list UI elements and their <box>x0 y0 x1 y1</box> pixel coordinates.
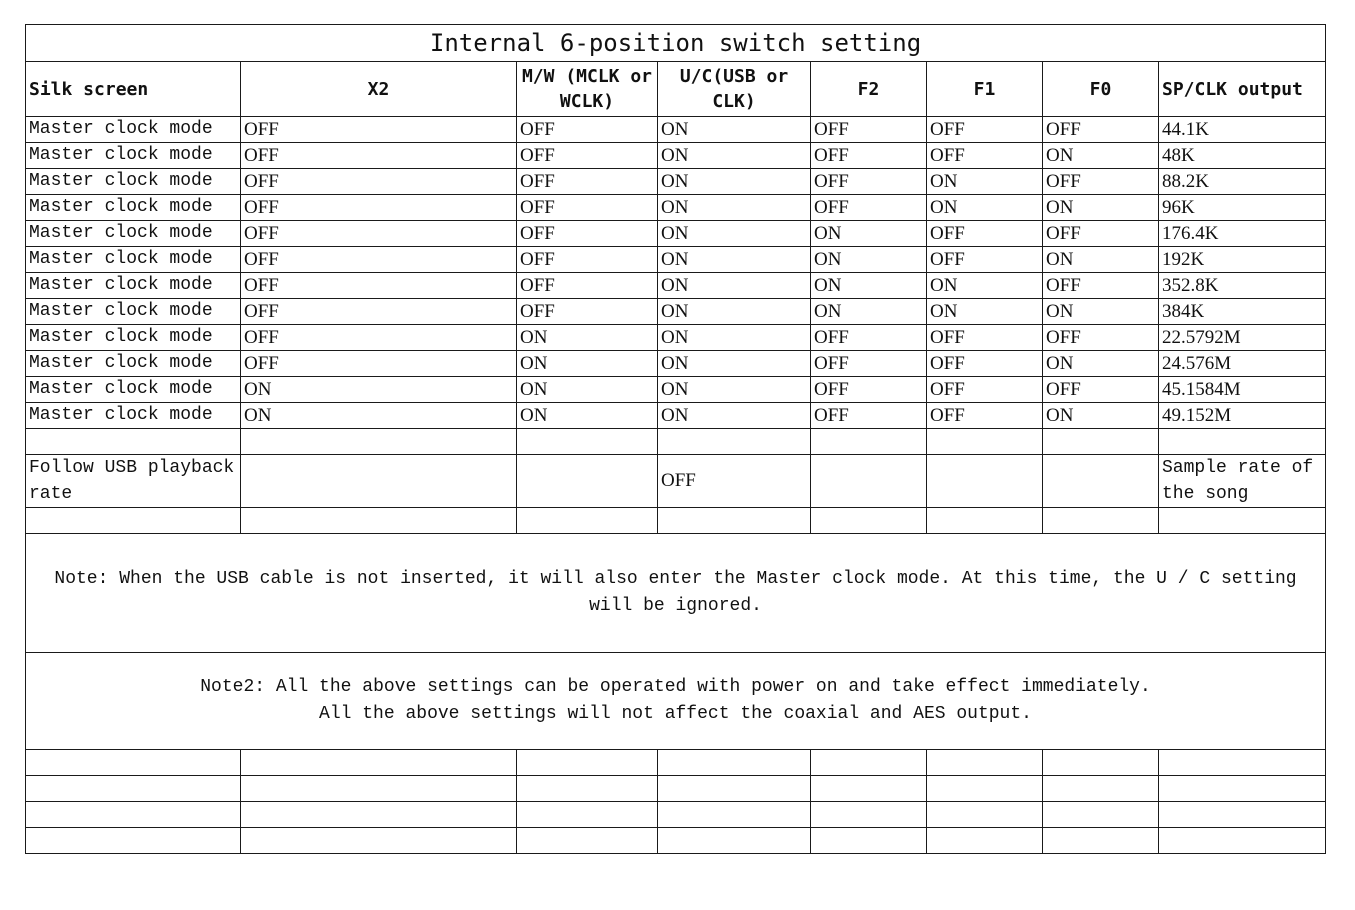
table-cell: OFF <box>241 195 517 221</box>
table-cell: OFF <box>1043 325 1159 351</box>
row-mode-cell: Master clock mode <box>26 403 241 429</box>
table-cell: 176.4K <box>1159 221 1326 247</box>
cell <box>658 828 811 854</box>
header-f2: F2 <box>811 62 927 117</box>
cell <box>1043 828 1159 854</box>
table-cell: 96K <box>1159 195 1326 221</box>
table-cell: OFF <box>517 221 658 247</box>
table-cell: ON <box>241 377 517 403</box>
header-uc: U/C(USB or CLK) <box>658 62 811 117</box>
cell <box>1159 828 1326 854</box>
table-cell: ON <box>1043 351 1159 377</box>
table-cell: OFF <box>1043 377 1159 403</box>
table-row <box>26 325 1326 351</box>
table-cell: ON <box>658 273 811 299</box>
note-row <box>26 534 1326 653</box>
cell <box>26 750 241 776</box>
cell <box>811 776 927 802</box>
cell <box>517 776 658 802</box>
table-cell: OFF <box>517 299 658 325</box>
cell <box>658 776 811 802</box>
follow-usb-uc-value: OFF <box>658 455 811 508</box>
table-cell: 24.576M <box>1159 351 1326 377</box>
table-cell: 352.8K <box>1159 273 1326 299</box>
switch-setting-table <box>25 24 1326 854</box>
table-row <box>26 273 1326 299</box>
table-cell: OFF <box>927 351 1043 377</box>
cell <box>517 750 658 776</box>
cell <box>241 429 517 455</box>
row-mode-cell: Master clock mode <box>26 221 241 247</box>
cell <box>1159 508 1326 534</box>
blank-row <box>26 429 1326 455</box>
table-cell: OFF <box>241 169 517 195</box>
table-cell: ON <box>658 195 811 221</box>
table-cell: 22.5792M <box>1159 325 1326 351</box>
table-cell: OFF <box>517 143 658 169</box>
blank-row <box>26 508 1326 534</box>
table-cell: OFF <box>811 377 927 403</box>
header-row <box>26 62 1326 117</box>
cell <box>517 508 658 534</box>
cell <box>927 828 1043 854</box>
row-mode-cell: Master clock mode <box>26 143 241 169</box>
follow-usb-row <box>26 455 1326 508</box>
table-cell: 49.152M <box>1159 403 1326 429</box>
cell <box>517 455 658 508</box>
table-cell: ON <box>811 247 927 273</box>
table-cell: OFF <box>811 195 927 221</box>
table-cell: 384K <box>1159 299 1326 325</box>
cell <box>1043 750 1159 776</box>
table-cell: ON <box>517 351 658 377</box>
table-cell: OFF <box>811 143 927 169</box>
cell <box>26 828 241 854</box>
header-f1: F1 <box>927 62 1043 117</box>
cell <box>1159 429 1326 455</box>
empty-row <box>26 828 1326 854</box>
row-mode-cell: Master clock mode <box>26 351 241 377</box>
table-cell: 44.1K <box>1159 117 1326 143</box>
cell <box>26 776 241 802</box>
table-cell: ON <box>927 195 1043 221</box>
table-cell: ON <box>927 169 1043 195</box>
table-cell: OFF <box>1043 169 1159 195</box>
table-cell: ON <box>658 117 811 143</box>
table-cell: ON <box>658 325 811 351</box>
cell <box>1043 802 1159 828</box>
table-row <box>26 169 1326 195</box>
table-cell: OFF <box>517 169 658 195</box>
table-cell: OFF <box>241 117 517 143</box>
table-row <box>26 403 1326 429</box>
note2-line1: Note2: All the above settings can be operated with power on and take effect immediately. <box>200 677 1151 697</box>
table-row <box>26 117 1326 143</box>
cell <box>811 750 927 776</box>
table-cell: OFF <box>927 247 1043 273</box>
table-cell: ON <box>811 273 927 299</box>
cell <box>241 828 517 854</box>
row-mode-cell: Master clock mode <box>26 247 241 273</box>
table-cell: OFF <box>927 221 1043 247</box>
table-cell: OFF <box>517 247 658 273</box>
cell <box>241 455 517 508</box>
header-silk-screen: Silk screen <box>26 62 241 117</box>
table-cell: ON <box>1043 247 1159 273</box>
table-cell: ON <box>241 403 517 429</box>
cell <box>658 508 811 534</box>
table-cell: ON <box>1043 143 1159 169</box>
cell <box>241 508 517 534</box>
table-row <box>26 221 1326 247</box>
follow-usb-output: Sample rate of the song <box>1159 455 1326 508</box>
table-cell: OFF <box>927 143 1043 169</box>
cell <box>658 750 811 776</box>
table-cell: ON <box>658 377 811 403</box>
header-f0: F0 <box>1043 62 1159 117</box>
table-cell: OFF <box>1043 117 1159 143</box>
table-cell: 192K <box>1159 247 1326 273</box>
table-cell: OFF <box>517 273 658 299</box>
header-output: SP/CLK output <box>1159 62 1326 117</box>
note2-row <box>26 653 1326 750</box>
follow-usb-label: Follow USB playback rate <box>26 455 241 508</box>
cell <box>811 455 927 508</box>
cell <box>811 429 927 455</box>
cell <box>927 750 1043 776</box>
cell <box>811 828 927 854</box>
table-cell: OFF <box>927 403 1043 429</box>
table-cell: ON <box>811 221 927 247</box>
table-cell: ON <box>927 299 1043 325</box>
table-cell: 45.1584M <box>1159 377 1326 403</box>
table-cell: ON <box>517 325 658 351</box>
table-cell: OFF <box>811 325 927 351</box>
table-cell: ON <box>517 403 658 429</box>
header-x2: X2 <box>241 62 517 117</box>
note-text: Note: When the USB cable is not inserted, it will also enter the Master clock mode. At this time, the U / C setting will be ignored. <box>26 534 1326 653</box>
table-cell: 48K <box>1159 143 1326 169</box>
table-cell: OFF <box>241 325 517 351</box>
cell <box>927 508 1043 534</box>
table-cell: ON <box>1043 299 1159 325</box>
table-cell: OFF <box>241 247 517 273</box>
cell <box>26 429 241 455</box>
cell <box>927 429 1043 455</box>
cell <box>811 508 927 534</box>
row-mode-cell: Master clock mode <box>26 299 241 325</box>
table-cell: OFF <box>241 299 517 325</box>
cell <box>927 802 1043 828</box>
cell <box>1043 429 1159 455</box>
table-cell: OFF <box>927 325 1043 351</box>
table-cell: OFF <box>811 169 927 195</box>
cell <box>1159 776 1326 802</box>
table-cell: OFF <box>927 377 1043 403</box>
table-row <box>26 377 1326 403</box>
cell <box>1159 802 1326 828</box>
table-cell: ON <box>1043 195 1159 221</box>
empty-row <box>26 802 1326 828</box>
cell <box>658 802 811 828</box>
table-cell: OFF <box>811 117 927 143</box>
cell <box>517 802 658 828</box>
table-cell: ON <box>517 377 658 403</box>
table-cell: ON <box>658 247 811 273</box>
cell <box>1043 508 1159 534</box>
cell <box>927 455 1043 508</box>
table-cell: ON <box>658 169 811 195</box>
table-cell: OFF <box>811 403 927 429</box>
table-cell: OFF <box>517 195 658 221</box>
empty-row <box>26 776 1326 802</box>
cell <box>1043 776 1159 802</box>
cell <box>927 776 1043 802</box>
table-row <box>26 247 1326 273</box>
cell <box>517 828 658 854</box>
table-cell: ON <box>927 273 1043 299</box>
table-cell: ON <box>811 299 927 325</box>
cell <box>1043 455 1159 508</box>
table-cell: OFF <box>1043 221 1159 247</box>
empty-row <box>26 750 1326 776</box>
row-mode-cell: Master clock mode <box>26 169 241 195</box>
table-cell: OFF <box>927 117 1043 143</box>
cell <box>241 802 517 828</box>
table-row <box>26 143 1326 169</box>
row-mode-cell: Master clock mode <box>26 325 241 351</box>
cell <box>241 750 517 776</box>
table-cell: ON <box>658 299 811 325</box>
table-cell: ON <box>658 351 811 377</box>
row-mode-cell: Master clock mode <box>26 273 241 299</box>
cell <box>811 802 927 828</box>
table-cell: OFF <box>241 273 517 299</box>
table-cell: ON <box>1043 403 1159 429</box>
table-cell: ON <box>658 143 811 169</box>
table-row <box>26 299 1326 325</box>
table-cell: OFF <box>1043 273 1159 299</box>
table-cell: OFF <box>241 221 517 247</box>
table-row <box>26 351 1326 377</box>
table-cell: OFF <box>811 351 927 377</box>
table-cell: OFF <box>517 117 658 143</box>
cell <box>241 776 517 802</box>
cell <box>26 508 241 534</box>
note2-line2: All the above settings will not affect the coaxial and AES output. <box>319 704 1032 724</box>
cell <box>517 429 658 455</box>
spreadsheet <box>25 24 1325 854</box>
table-cell: ON <box>658 403 811 429</box>
table-cell: 88.2K <box>1159 169 1326 195</box>
row-mode-cell: Master clock mode <box>26 117 241 143</box>
table-title: Internal 6-position switch setting <box>26 25 1326 62</box>
row-mode-cell: Master clock mode <box>26 195 241 221</box>
table-cell: OFF <box>241 351 517 377</box>
row-mode-cell: Master clock mode <box>26 377 241 403</box>
cell <box>1159 750 1326 776</box>
cell <box>658 429 811 455</box>
table-cell: OFF <box>241 143 517 169</box>
table-cell: ON <box>658 221 811 247</box>
cell <box>26 802 241 828</box>
header-mw: M/W (MCLK or WCLK) <box>517 62 658 117</box>
note2-cell <box>26 653 1326 750</box>
table-row <box>26 195 1326 221</box>
